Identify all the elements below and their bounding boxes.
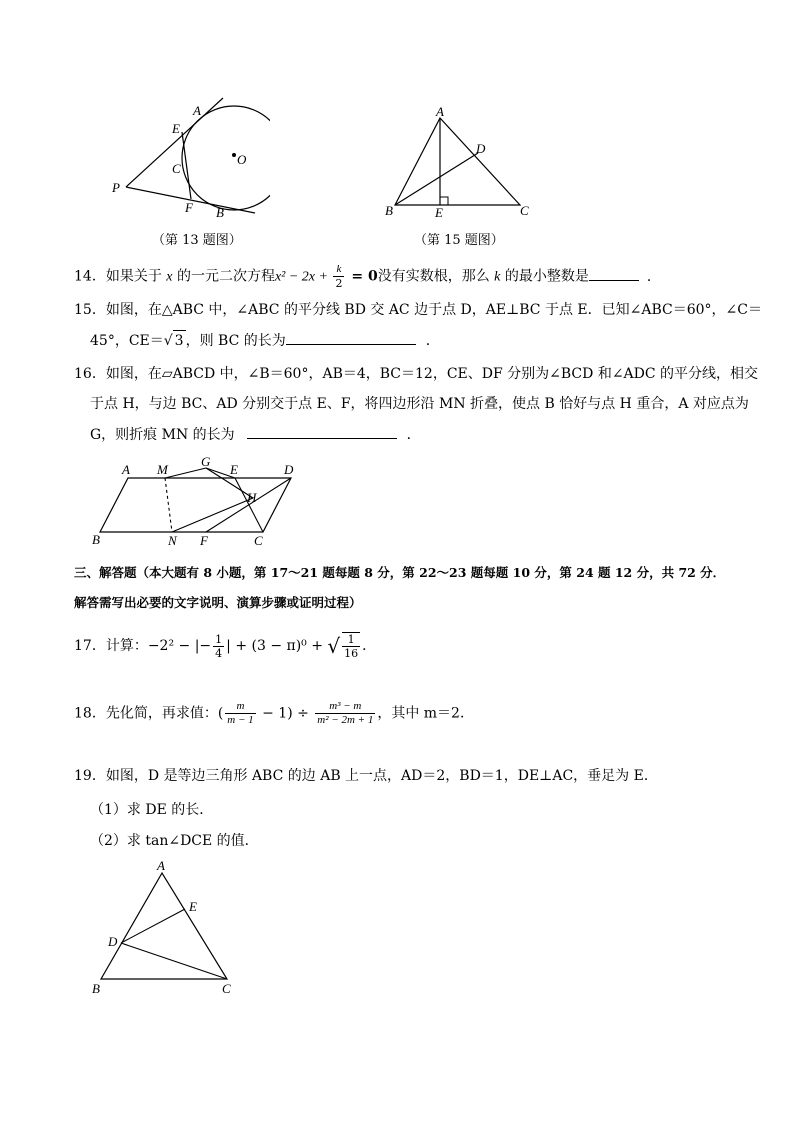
fig16-label-D: D [284,462,294,477]
fig13-caption: （第 13 题图） [152,233,242,248]
answer-blank-14[interactable] [589,266,639,281]
fig13-label-O: O [237,152,247,167]
fig15-label-E: E [435,205,443,220]
answer-blank-16[interactable] [247,424,397,439]
figure-19 [85,858,245,998]
fig16-label-C: C [254,533,263,548]
fig15-label-A: A [436,105,444,119]
question-14: 14．如果关于 x 的一元二次方程x² − 2x + $\frac{k}{2}$ = 0没有实数根，那么 k 的最小整数是 ． [74,263,661,290]
fig13-label-A: A [193,103,201,118]
fig13-label-F: F [185,200,193,215]
fig16-label-G: G [201,455,211,469]
question-16-line-3: G，则折痕 MN 的长为 ． [90,424,421,445]
figure-16 [88,455,313,550]
question-18: 18．先化简，再求值：( $\frac{m}{m - 1}$ − 1) ÷ $\frac{\text{m³ − m}}{\text{m² − 2m + 1}}$ ，其中 m＝2． [74,700,474,726]
fig13-label-P: P [112,180,120,195]
fig19-label-D: D [108,934,118,949]
fig16-label-F: F [200,533,208,548]
fig16-label-N: N [168,533,177,548]
question-19-sub-1: （1）求 DE 的长． [90,802,214,818]
figure-13 [100,95,270,225]
section-3-heading-line-1: 三、解答题（本大题有 8 小题，第 17～21 题每题 8 分，第 22～23 题每题 10 分，第 24 题 12 分，共 72 分． [74,565,726,580]
question-16-line-1: 16．如图，在▱ABCD 中，∠B＝60°，AB＝4，BC＝12，CE、DF 分别为∠BCD 和∠ADC 的平分线，相交 [74,366,759,382]
figure-15 [380,105,540,220]
fig16-label-M: M [157,462,168,477]
answer-blank-15[interactable] [286,330,416,345]
fraction-m3-minus-m: $\frac{\text{m³ − m}}{\text{m² − 2m + 1}}$ [317,700,374,726]
fraction-1-over-16: $\frac{1}{16}$ [344,633,359,660]
question-16-line-2: 于点 H，与边 BC、AD 分别交于点 E、F，将四边形沿 MN 折叠，使点 B 恰好与点 H 重合，A 对应点为 [90,396,749,412]
fig13-label-C: C [172,161,181,176]
fraction-1-over-4: $\frac{1}{4}$ [215,632,223,660]
question-19-line-1: 19．如图，D 是等边三角形 ABC 的边 AB 上一点，AD＝2，BD＝1，DE⊥AC，垂足为 E． [74,768,658,784]
fraction-k-over-2: $\frac{k}{2}$ [335,263,343,290]
fig16-label-A: A [122,462,130,477]
fig16-label-H: H [247,490,257,505]
fig19-label-B: B [92,981,100,996]
fig15-caption: （第 15 题图） [414,233,504,248]
fig15-label-B: B [385,203,393,218]
section-3-heading-line-2: 解答需写出必要的文字说明、演算步骤或证明过程） [74,595,362,610]
fig19-label-A: A [157,858,165,873]
fig15-label-C: C [520,203,529,218]
question-17: 17．计算：−2² − |− $\frac{1}{4}$ | + (3 − π)⁰ + √ $\frac{1}{16}$ ． [74,632,377,660]
question-15-line-1: 15．如图，在△ABC 中，∠ABC 的平分线 BD 交 AC 边于点 D，AE⊥BC 于点 E．已知∠ABC＝60°，∠C＝ [74,302,762,318]
fraction-m-over-m-minus-1: $\frac{m}{m - 1}$ [227,700,254,726]
fig19-label-C: C [222,981,231,996]
question-15-line-2: 45°，CE＝√ 3 ，则 BC 的长为 ． [90,330,440,351]
fig15-label-D: D [476,141,486,156]
fig16-label-B: B [92,532,100,547]
fig13-label-E: E [172,121,180,136]
fig19-label-E: E [189,899,197,914]
fig16-label-E: E [230,462,238,477]
fig13-label-B: B [216,205,224,220]
question-19-sub-2: （2）求 tan∠DCE 的值． [90,833,259,849]
